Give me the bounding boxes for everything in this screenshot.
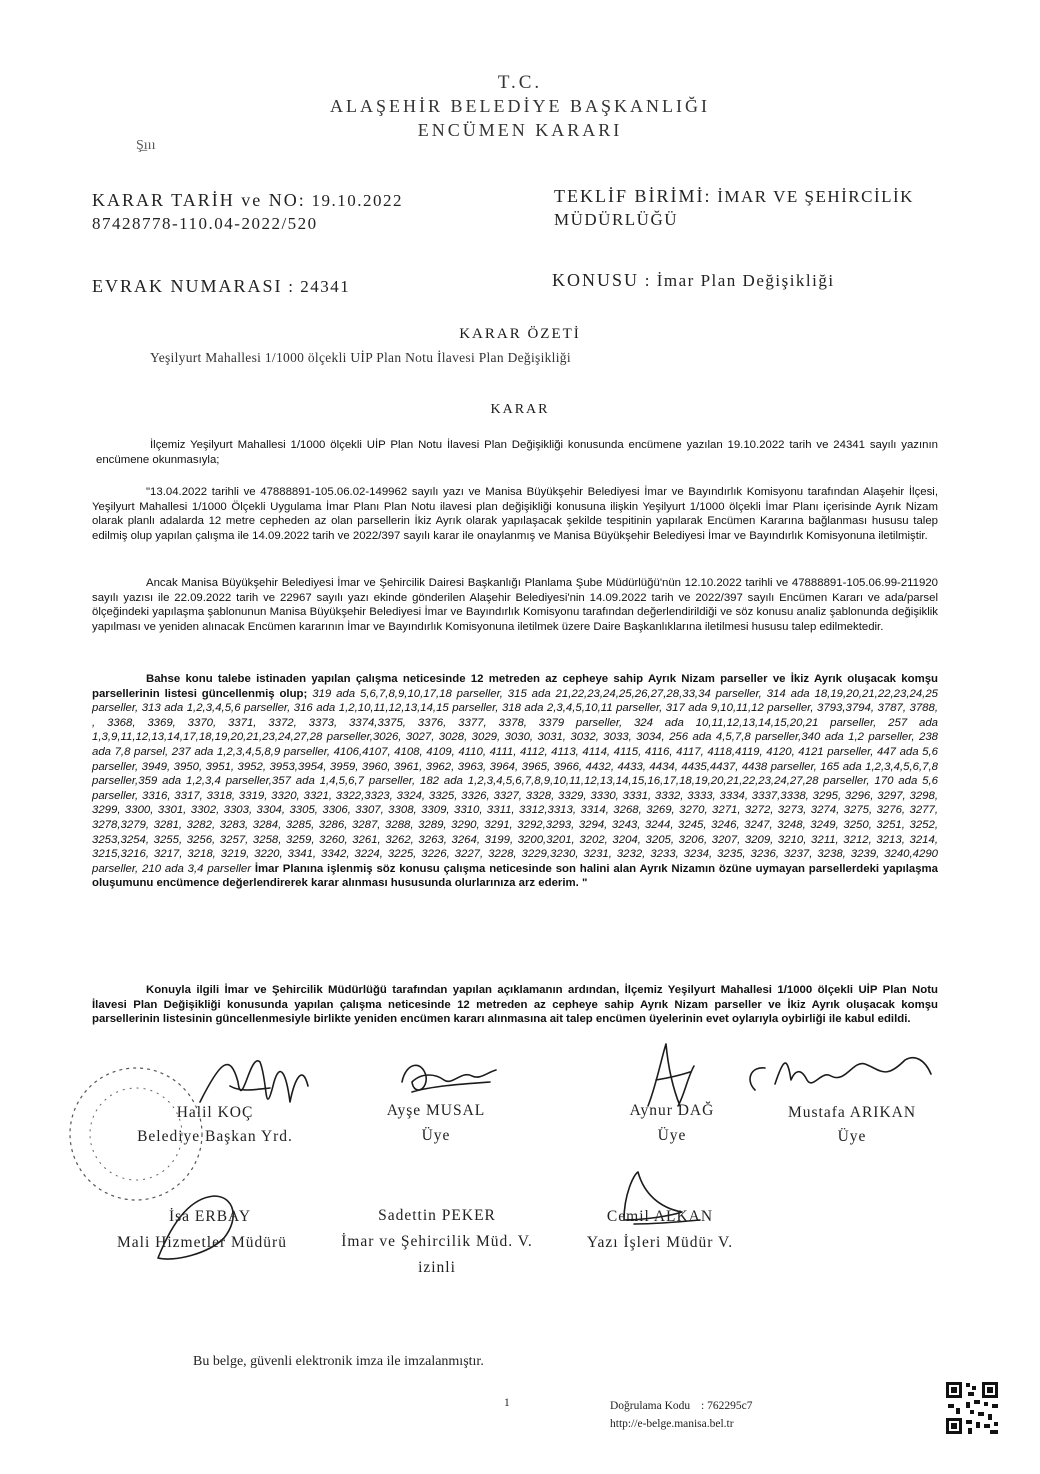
parcel-list: 319 ada 5,6,7,8,9,10,17,18 parseller, 315 ada 21,22,23,24,25,26,27,28,33,34 parseller, 314 ada 18,19,20,21,22,23,24,25 parseller, 313 ada 1,2,3,4,5,6 parseller, 316 ada 1,2,10,11,12,13,14,15 parseller, 318 ada 2,3,4,5,10,11 parseller, 317 ada 9,10,11,12 parseller, 3793,3794, 3787, 3788, , 3368, 3369, 3370, 3371, 3372, 3373, 3374,3375, 3376, 3377, 3378, 3379 parseller, 324 ada 10,11,12,13,14,15,20,21 parseller, 257 ada 1,3,9,11,12,13,14,17,18,19,20,21,23,24,27,28 parseller,3026, 3027, 3028, 3029, 3030, 3031, 3032, 3033, 3034, 256 ada 4,5,7,8 parseller,340 ada 1,2 parseller, 238 ada 7,8 parsel, 237 ada 1,2,3,4,5,8,9 parseller, 4106,4107, 4108, 4109, 4110, 4111, 4112, 4113, 4114, 4115, 4116, 4117, 4118,4119, 4120, 4121 parseller, 447 ada 5,6 parseller, 3949, 3950, 3951, 3952, 3953,3954, 3959, 3960, 3961, 3962, 3963, 3964, 3965, 3966, 4432, 4433, 4434, 4435,4437, 4438 parseller, 165 ada 1,2,3,4,5,6,7,8 parseller,359 ada 1,2,3,4 parseller,357 ada 1,4,5,6,7 parseller, 182 ada 1,2,3,4,5,6,7,8,9,10,11,12,13,14,15,16,17,18,19,20,21,22,23,24,27,28 parseller, 170 ada 5,6 parseller, 3316, 3317, 3318, 3319, 3320, 3321, 3322,3323, 3324, 3325, 3326, 3327, 3328, 3329, 3330, 3331, 3332, 3333, 3334, 3337,3338, 3295, 3296, 3297, 3298, 3299, 3300, 3301, 3302, 3303, 3304, 3305, 3306, 3307, 3308, 3309, 3310, 3311, 3312,3313, 3314, 3268, 3269, 3270, 3271, 3272, 3273, 3274, 3275, 3276, 3277, 3278,3279, 3281, 3282, 3283, 3284, 3285, 3286, 3287, 3288, 3289, 3290, 3291, 3292,3293, 3294, 3243, 3244, 3245, 3246, 3247, 3248, 3249, 3250, 3251, 3252, 3253,3254, 3255, 3256, 3257, 3258, 3259, 3260, 3261, 3262, 3263, 3264, 3199, 3200,3201, 3202, 3204, 3205, 3206, 3207, 3209, 3210, 3211, 3212, 3213, 3214, 3215,3216, 3217, 3218, 3219, 3220, 3341, 3342, 3224, 3225, 3226, 3227, 3228, 3229,3230, 3231, 3232, 3233, 3234, 3235, 3236, 3237, 3238, 3239, 3240,4290 parseller, 210 ada 3,4 parseller bbox=[92, 687, 939, 875]
paragraph-5-result: çalışma neticesinde 12 metreden az cepheye sahip Ayrık Nizam parseller ve İkiz Ayrık oluşacak komşu parsellerinin listesinin güncellenmesiyle birlikte yeniden encümen kararı alınmasına ait talep encümen üyelerinin evet oylarıyla oybirliği ile kabul edildi. bbox=[92, 998, 938, 1026]
proposal-unit-value: İMAR VE ŞEHİRCİLİK bbox=[717, 187, 914, 206]
signatory-6-title: İmar ve Şehircilik Müd. V. bbox=[341, 1233, 533, 1250]
signatory-1-title: Belediye Başkan Yrd. bbox=[137, 1128, 293, 1145]
doc-number-label: EVRAK NUMARASI bbox=[92, 276, 283, 296]
verification-row bbox=[610, 1400, 752, 1412]
decision-number: 87428778-110.04-2022/520 bbox=[92, 214, 318, 233]
paragraph-2-text: "13.04.2022 tarihli ve 47888891-105.06.02-149962 sayılı yazı ve Manisa Büyükşehir Belediyesi İmar ve Bayındırlık Komisyonu tarafından Alaşehir İlçesi, Yeşilyurt Mahallesi 1/1000 Ölçekli Uygulama İmar Planı Plan Notu ilavesi plan değişikliği konusuna ilişkin Yeşilyurt 1/1000 ölçekli İmar Planı içerisinde Ayrık Nizam olarak planlı adalarda 12 metre cepheden az olan parsellerin İkiz Ayrık olarak yapılaşacak şekilde tespitinin yapılarak Encümen Kararına bağlanması hususu talep edilmiş olup yapılan çalışma ile 14.09.2022 tarih ve 2022/397 sayılı karar ile onaylanmış ve Manisa Büyükşehir Belediyesi İmar ve Bayındırlık Komisyonuna iletilmiştir. bbox=[92, 486, 938, 542]
decision-date-row bbox=[92, 190, 403, 211]
signatory-2-title: Üye bbox=[421, 1127, 451, 1144]
decision-title: KARAR bbox=[490, 402, 550, 417]
signatory-7-name: Cemil ALKAN bbox=[606, 1208, 714, 1225]
paragraph-4 bbox=[92, 672, 938, 891]
paragraph-3 bbox=[92, 576, 938, 634]
doc-number-value: : 24341 bbox=[288, 277, 351, 296]
verification-label: Doğrulama Kodu bbox=[610, 1400, 691, 1412]
header-institution: ALAŞEHİR BELEDİYE BAŞKANLIĞI bbox=[330, 96, 710, 116]
paragraph-4-closing: İmar Planına işlenmiş söz konusu çalışma neticesinde son halini alan Ayrık Nizamın özüne uymayan parsellerdeki yapılaşma oluşumunu encümence değerlendirerek karar alınması hususunda olurlarınıza arz ederim. " bbox=[92, 862, 938, 890]
paragraph-1 bbox=[96, 438, 938, 467]
proposal-unit-row bbox=[554, 186, 914, 207]
signatory-5-name: İsa ERBAY bbox=[168, 1208, 252, 1225]
signatory-6-note: izinli bbox=[418, 1259, 456, 1276]
doc-number-row bbox=[92, 276, 350, 297]
paragraph-5 bbox=[92, 983, 938, 1027]
header-tc: T.C. bbox=[497, 72, 543, 93]
qr-code-icon bbox=[944, 1380, 1000, 1436]
proposal-unit-value-2: MÜDÜRLÜĞÜ bbox=[554, 210, 678, 229]
signatory-7-title: Yazı İşleri Müdür V. bbox=[586, 1234, 734, 1251]
decision-date-label: KARAR TARİH ve NO: bbox=[92, 190, 306, 210]
signatory-3-title: Üye bbox=[657, 1127, 687, 1144]
subject-value: : İmar Plan Değişikliği bbox=[644, 271, 835, 290]
signatory-4-name: Mustafa ARIKAN bbox=[787, 1104, 917, 1121]
summary-text: Yeşilyurt Mahallesi 1/1000 ölçekli UİP Plan Notu İlavesi Plan Değişikliği bbox=[150, 350, 571, 365]
signatory-4-title: Üye bbox=[837, 1128, 867, 1145]
verification-code: : 762295c7 bbox=[701, 1400, 753, 1412]
paragraph-4-intro: Bahse konu talebe istinaden yapılan çalışma neticesinde 12 metreden az cepheye sahip Ayrık Nizam parseller ve İkiz Ayrık oluşacak komşu parsellerinin listesi güncellenmiş olup; bbox=[92, 673, 938, 700]
signatory-6-name: Sadettin PEKER bbox=[378, 1207, 496, 1224]
verification-url: http://e-belge.manisa.bel.tr bbox=[610, 1418, 734, 1430]
decision-date-value: 19.10.2022 bbox=[311, 191, 403, 210]
header-mark: Ş̲ııı bbox=[136, 138, 156, 153]
summary-title: KARAR ÖZETİ bbox=[459, 326, 581, 342]
header-doc-type: ENCÜMEN KARARI bbox=[417, 120, 623, 140]
subject-row bbox=[552, 270, 835, 291]
paragraph-5-intro: Konuyla ilgili İmar ve Şehircilik Müdürlüğü tarafından yapılan açıklamanın ardından, İlçemiz Yeşilyurt Mahallesi 1/1000 ölçekli UİP Plan Notu İlavesi Plan Değişikliği konusunda yapılan bbox=[92, 984, 938, 1011]
signature-isa-erbay bbox=[144, 1188, 264, 1268]
signature-mustafa-arikan bbox=[735, 1040, 945, 1110]
paragraph-2 bbox=[92, 485, 938, 543]
signatory-5-title: Mali Hizmetler Müdürü bbox=[117, 1234, 287, 1251]
signature-cemil-alkan bbox=[604, 1164, 714, 1244]
esign-note: Bu belge, güvenli elektronik imza ile imzalanmıştır. bbox=[193, 1354, 484, 1369]
paragraph-3-text: Ancak Manisa Büyükşehir Belediyesi İmar ve Şehircilik Dairesi Başkanlığı Planlama Şube Müdürlüğü'nün 12.10.2022 tarihli ve 47888891-105.06.99-211920 sayılı yazısı ile 22.09.2022 tarih ve 22967 sayılı yazı ekinde gönderilen Alaşehir Belediyesi'nin 14.09.2022 tarih ve 2022/397 sayılı Encümen Kararı ve ada/parsel ölçeğindeki yapılaşma şablonunun Manisa Büyükşehir Belediyesi İmar ve Bayındırlık Komisyonu tarafından değerlendirildiği ve söz konusu analiz şablonunda değişiklik yapılması ve yeniden alınacak Encümen kararının İmar ve Bayındırlık Komisyonuna iletilmek üzere Daire Başkanlıklarına iletilmesi hususu talep edilmektedir. bbox=[92, 577, 938, 633]
signatory-2-name: Ayşe MUSAL bbox=[386, 1102, 486, 1119]
subject-label: KONUSU bbox=[552, 270, 640, 290]
signatory-1-name: Halil KOÇ bbox=[176, 1104, 254, 1121]
signatory-3-name: Aynur DAĞ bbox=[629, 1102, 715, 1119]
page-number: 1 bbox=[504, 1397, 510, 1409]
proposal-unit-label: TEKLİF BİRİMİ: bbox=[554, 186, 712, 206]
paragraph-1-text: İlçemiz Yeşilyurt Mahallesi 1/1000 ölçekli UİP Plan Notu İlavesi Plan Değişikliği konusunda encümene yazılan 19.10.2022 tarih ve 24341 sayılı yazının encümene okunmasıyla; bbox=[96, 439, 938, 466]
